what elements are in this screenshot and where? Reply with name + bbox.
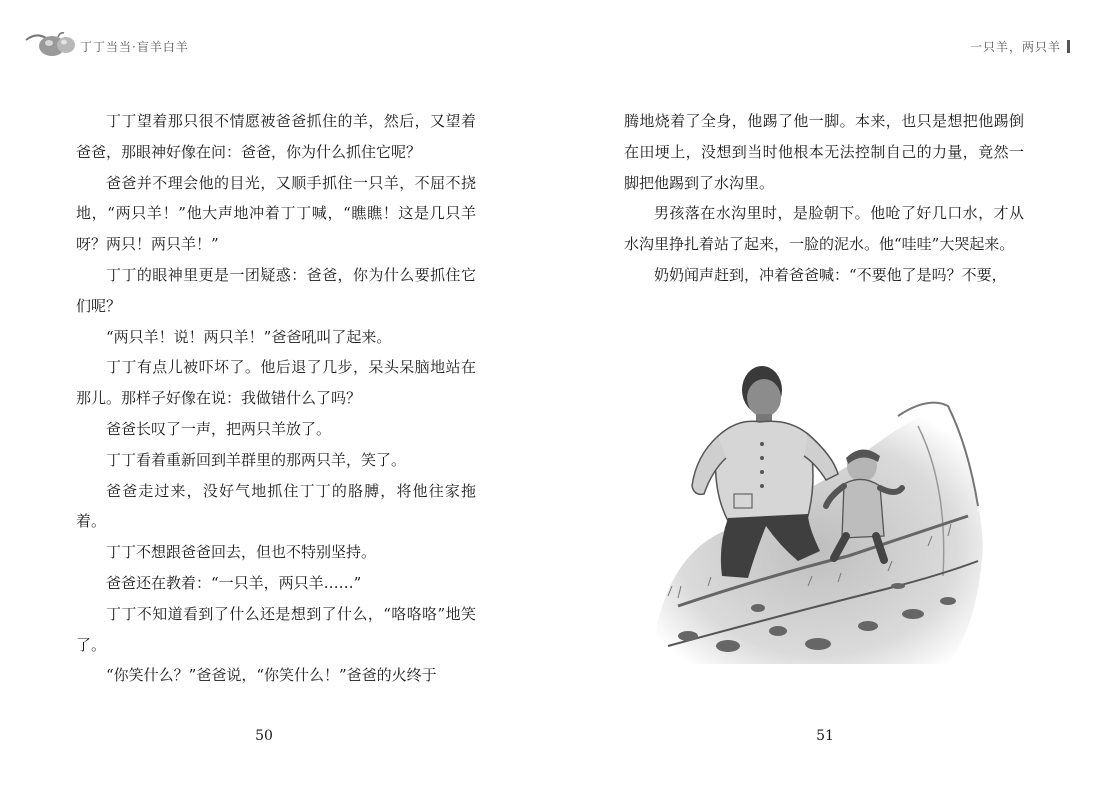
paragraph: 爸爸还在教着：“一只羊，两只羊……”	[106, 573, 362, 592]
paragraph: 丁丁的眼神里更是一团疑惑：爸爸，你为什么要抓住它们呢？	[76, 265, 476, 315]
father-and-son-sketch	[648, 346, 988, 666]
paragraph: 男孩落在水沟里时，是脸朝下。他呛了好几口水，才从水沟里挣扎着站了起来，一脸的泥水。他“哇哇”大哭起来。	[624, 204, 1024, 254]
paragraph: 丁丁看着重新回到羊群里的那两只羊，笑了。	[106, 450, 407, 469]
header-bar-mark	[1067, 40, 1070, 53]
paragraph: 奶奶闻声赶到，冲着爸爸喊：“不要他了是吗？不要，	[654, 265, 1007, 284]
left-page-text	[76, 106, 476, 691]
paragraph: 爸爸长叹了一声，把两只羊放了。	[106, 419, 332, 438]
right-page-text	[624, 106, 1024, 291]
paragraph: 爸爸并不理会他的目光，又顺手抓住一只羊，不屈不挠地，“两只羊！”他大声地冲着丁丁喊，“瞧瞧！这是几只羊呀？两只！两只羊！”	[76, 173, 476, 254]
paragraph: 丁丁有点儿被吓坏了。他后退了几步，呆头呆脑地站在那儿。那样子好像在说：我做错什么了吗？	[76, 358, 476, 408]
paragraph: 丁丁不想跟爸爸回去，但也不特别坚持。	[106, 543, 377, 562]
paragraph: 丁丁望着那只很不情愿被爸爸抓住的羊，然后，又望着爸爸，那眼神好像在问：爸爸，你为什么抓住它呢？	[76, 112, 476, 161]
paragraph: 丁丁不知道看到了什么还是想到了什么，“咯咯咯”地笑了。	[76, 604, 476, 654]
paragraph: 爸爸走过来，没好气地抓住丁丁的胳膊，将他往家拖着。	[76, 481, 476, 531]
paragraph: “两只羊！说！两只羊！”爸爸吼叫了起来。	[106, 327, 392, 346]
running-header-right	[970, 38, 1070, 55]
page-number-right: 51	[816, 728, 834, 744]
running-header-left	[22, 26, 189, 62]
paragraph: “你笑什么？”爸爸说，“你笑什么！”爸爸的火终于	[106, 666, 437, 685]
paragraph: 腾地烧着了全身，他踢了他一脚。本来，也只是想把他踢倒在田埂上，没想到当时他根本无法控制自己的力量，竟然一脚把他踢到了水沟里。	[624, 112, 1024, 192]
page-number-left: 50	[255, 728, 273, 744]
gourd-logo-icon	[22, 26, 78, 62]
series-title: 丁丁当当·盲羊白羊	[80, 39, 189, 54]
chapter-title: 一只羊，两只羊	[969, 40, 1061, 54]
